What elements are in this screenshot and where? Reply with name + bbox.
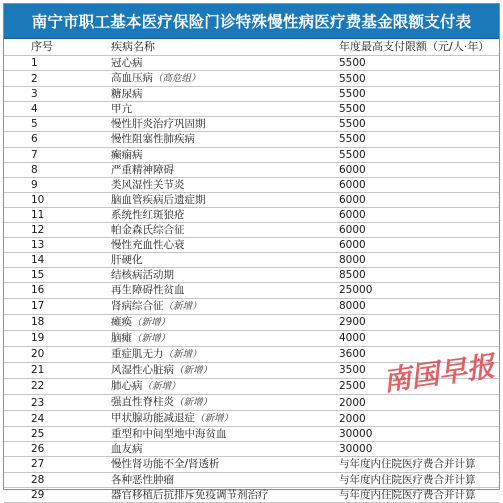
disease-name: 甲状腺功能减退症 <box>111 412 195 425</box>
table-row <box>4 223 499 238</box>
disease-name-cell <box>84 411 329 427</box>
annual-limit: 25000 <box>329 283 499 298</box>
row-number: 13 <box>4 238 84 253</box>
table-row <box>4 147 499 162</box>
disease-name-cell <box>84 395 329 411</box>
row-number: 18 <box>4 314 84 330</box>
disease-name: 器官移植后抗排斥免疫调节剂治疗 <box>111 488 269 501</box>
annual-limit: 8500 <box>329 268 499 283</box>
disease-name: 肺心病 <box>111 379 143 392</box>
disease-name: 慢性肾功能不全/肾透析 <box>111 458 220 471</box>
disease-name-cell <box>84 56 329 71</box>
disease-name: 结核病活动期 <box>111 269 174 282</box>
disease-name-cell <box>84 442 329 457</box>
annual-limit: 5500 <box>329 147 499 162</box>
table-row <box>4 253 499 268</box>
row-number: 1 <box>4 56 84 71</box>
row-number: 19 <box>4 330 84 346</box>
annual-limit: 5500 <box>329 87 499 102</box>
disease-name-cell <box>84 207 329 222</box>
table-row <box>4 207 499 222</box>
annual-limit: 3500 <box>329 362 499 378</box>
disease-name: 脑瘫 <box>111 331 132 344</box>
disease-name: 风湿性心脏病 <box>111 363 174 376</box>
disease-name-cell <box>84 238 329 253</box>
disease-note: （新增） <box>132 332 171 344</box>
disease-note: （新增） <box>174 397 213 409</box>
annual-limit: 6000 <box>329 238 499 253</box>
disease-name: 慢性阻塞性肺疾病 <box>111 133 195 146</box>
row-number: 15 <box>4 268 84 283</box>
row-number: 4 <box>4 102 84 117</box>
annual-limit: 与年度内住院医疗费合并计算 <box>329 472 499 487</box>
table-row <box>4 56 499 71</box>
table-row <box>4 283 499 298</box>
table-row <box>4 177 499 192</box>
table-frame <box>3 3 500 501</box>
disease-name: 各种恶性肿瘤 <box>111 473 174 486</box>
disease-name: 肾病综合征 <box>111 299 164 312</box>
disease-note: （新增） <box>163 300 202 312</box>
disease-name-cell <box>84 87 329 102</box>
annual-limit: 2000 <box>329 411 499 427</box>
row-number: 25 <box>4 427 84 442</box>
row-number: 27 <box>4 457 84 472</box>
disease-name: 严重精神障碍 <box>111 163 174 176</box>
table-row <box>4 487 499 502</box>
table-row <box>4 192 499 207</box>
watermark-text: 南国早报 <box>381 349 497 398</box>
disease-name-cell <box>84 487 329 502</box>
annual-limit: 5500 <box>329 56 499 71</box>
annual-limit: 6000 <box>329 207 499 222</box>
row-number: 28 <box>4 472 84 487</box>
annual-limit: 6000 <box>329 223 499 238</box>
annual-limit: 2900 <box>329 314 499 330</box>
disease-name-cell <box>84 268 329 283</box>
annual-limit: 3600 <box>329 346 499 362</box>
annual-limit: 6000 <box>329 192 499 207</box>
row-number: 7 <box>4 147 84 162</box>
annual-limit: 4000 <box>329 330 499 346</box>
table-row <box>4 457 499 472</box>
disease-name-cell <box>84 71 329 87</box>
disease-name-cell <box>84 427 329 442</box>
disease-note: （新增） <box>163 348 202 360</box>
header-no: 序号 <box>4 39 84 56</box>
disease-name: 系统性红斑狼疮 <box>111 208 185 221</box>
header-row <box>4 39 499 56</box>
table-row <box>4 472 499 487</box>
row-number: 8 <box>4 162 84 177</box>
disease-name-cell <box>84 362 329 378</box>
disease-name: 类风湿性关节炎 <box>111 178 185 191</box>
annual-limit: 30000 <box>329 442 499 457</box>
disease-name: 重症肌无力 <box>111 347 164 360</box>
disease-name-cell <box>84 330 329 346</box>
annual-limit: 6000 <box>329 162 499 177</box>
disease-name-cell <box>84 177 329 192</box>
table-row <box>4 395 499 411</box>
table-row <box>4 411 499 427</box>
annual-limit: 与年度内住院医疗费合并计算 <box>329 457 499 472</box>
annual-limit: 5500 <box>329 117 499 132</box>
row-number: 6 <box>4 132 84 147</box>
disease-name: 脑血管疾病后遗症期 <box>111 193 206 206</box>
disease-name-cell <box>84 378 329 394</box>
disease-name: 慢性肝炎治疗巩固期 <box>111 118 206 131</box>
table-row <box>4 362 499 378</box>
row-number: 12 <box>4 223 84 238</box>
table-row <box>4 378 499 394</box>
table-row <box>4 102 499 117</box>
table-row <box>4 132 499 147</box>
table-row <box>4 87 499 102</box>
header-name: 疾病名称 <box>84 39 329 56</box>
table-row <box>4 442 499 457</box>
disease-name: 重型和中间型地中海贫血 <box>111 428 227 441</box>
disease-name: 癫痫病 <box>111 148 143 161</box>
annual-limit: 5500 <box>329 132 499 147</box>
disease-name: 高血压病 <box>111 72 153 85</box>
disease-name: 瘫痪 <box>111 315 132 328</box>
disease-note: （高危组） <box>153 73 201 85</box>
disease-name-cell <box>84 192 329 207</box>
table-row <box>4 427 499 442</box>
disease-name: 血友病 <box>111 443 143 456</box>
row-number: 22 <box>4 378 84 394</box>
row-number: 2 <box>4 71 84 87</box>
disease-name-cell <box>84 253 329 268</box>
row-number: 14 <box>4 253 84 268</box>
disease-name-cell <box>84 223 329 238</box>
annual-limit: 5500 <box>329 71 499 87</box>
row-number: 16 <box>4 283 84 298</box>
table-row <box>4 117 499 132</box>
disease-name: 帕金森氏综合征 <box>111 224 185 237</box>
row-number: 10 <box>4 192 84 207</box>
annual-limit: 8000 <box>329 253 499 268</box>
disease-name-cell <box>84 162 329 177</box>
row-number: 11 <box>4 207 84 222</box>
annual-limit: 5500 <box>329 102 499 117</box>
annual-limit: 6000 <box>329 177 499 192</box>
disease-note: （新增） <box>142 380 181 392</box>
disease-name: 糖尿病 <box>111 88 143 101</box>
disease-name-cell <box>84 102 329 117</box>
disease-note: （新增） <box>174 364 213 376</box>
row-number: 24 <box>4 411 84 427</box>
disease-note: （新增） <box>195 413 234 425</box>
table-row <box>4 314 499 330</box>
disease-name-cell <box>84 346 329 362</box>
table-row <box>4 162 499 177</box>
table-row <box>4 346 499 362</box>
row-number: 23 <box>4 395 84 411</box>
disease-name-cell <box>84 147 329 162</box>
limit-table <box>4 39 499 503</box>
table-body <box>4 56 499 503</box>
row-number: 3 <box>4 87 84 102</box>
table-row <box>4 268 499 283</box>
disease-name: 再生障碍性贫血 <box>111 284 185 297</box>
annual-limit: 8000 <box>329 298 499 314</box>
disease-name: 甲亢 <box>111 103 132 116</box>
disease-name-cell <box>84 298 329 314</box>
disease-name: 慢性充血性心衰 <box>111 239 185 252</box>
row-number: 29 <box>4 487 84 502</box>
table-title <box>4 4 499 39</box>
row-number: 17 <box>4 298 84 314</box>
table-row <box>4 238 499 253</box>
disease-note: （新增） <box>132 316 171 328</box>
disease-name-cell <box>84 472 329 487</box>
annual-limit: 2500 <box>329 378 499 394</box>
table-row <box>4 298 499 314</box>
disease-name-cell <box>84 132 329 147</box>
annual-limit: 2000 <box>329 395 499 411</box>
title-text: 南宁市职工基本医疗保险门诊特殊慢性病医疗费基金限额支付表 <box>31 13 472 31</box>
row-number: 5 <box>4 117 84 132</box>
row-number: 20 <box>4 346 84 362</box>
disease-name: 强直性脊柱炎 <box>111 396 174 409</box>
disease-name-cell <box>84 314 329 330</box>
annual-limit: 与年度内住院医疗费合并计算 <box>329 487 499 502</box>
disease-name-cell <box>84 283 329 298</box>
annual-limit: 30000 <box>329 427 499 442</box>
row-number: 9 <box>4 177 84 192</box>
table-row <box>4 71 499 87</box>
row-number: 26 <box>4 442 84 457</box>
disease-name-cell <box>84 457 329 472</box>
row-number: 21 <box>4 362 84 378</box>
table-row <box>4 330 499 346</box>
header-limit: 年度最高支付限额（元/人·年） <box>329 39 499 56</box>
disease-name-cell <box>84 117 329 132</box>
disease-name: 冠心病 <box>111 57 143 69</box>
disease-name: 肝硬化 <box>111 254 143 267</box>
